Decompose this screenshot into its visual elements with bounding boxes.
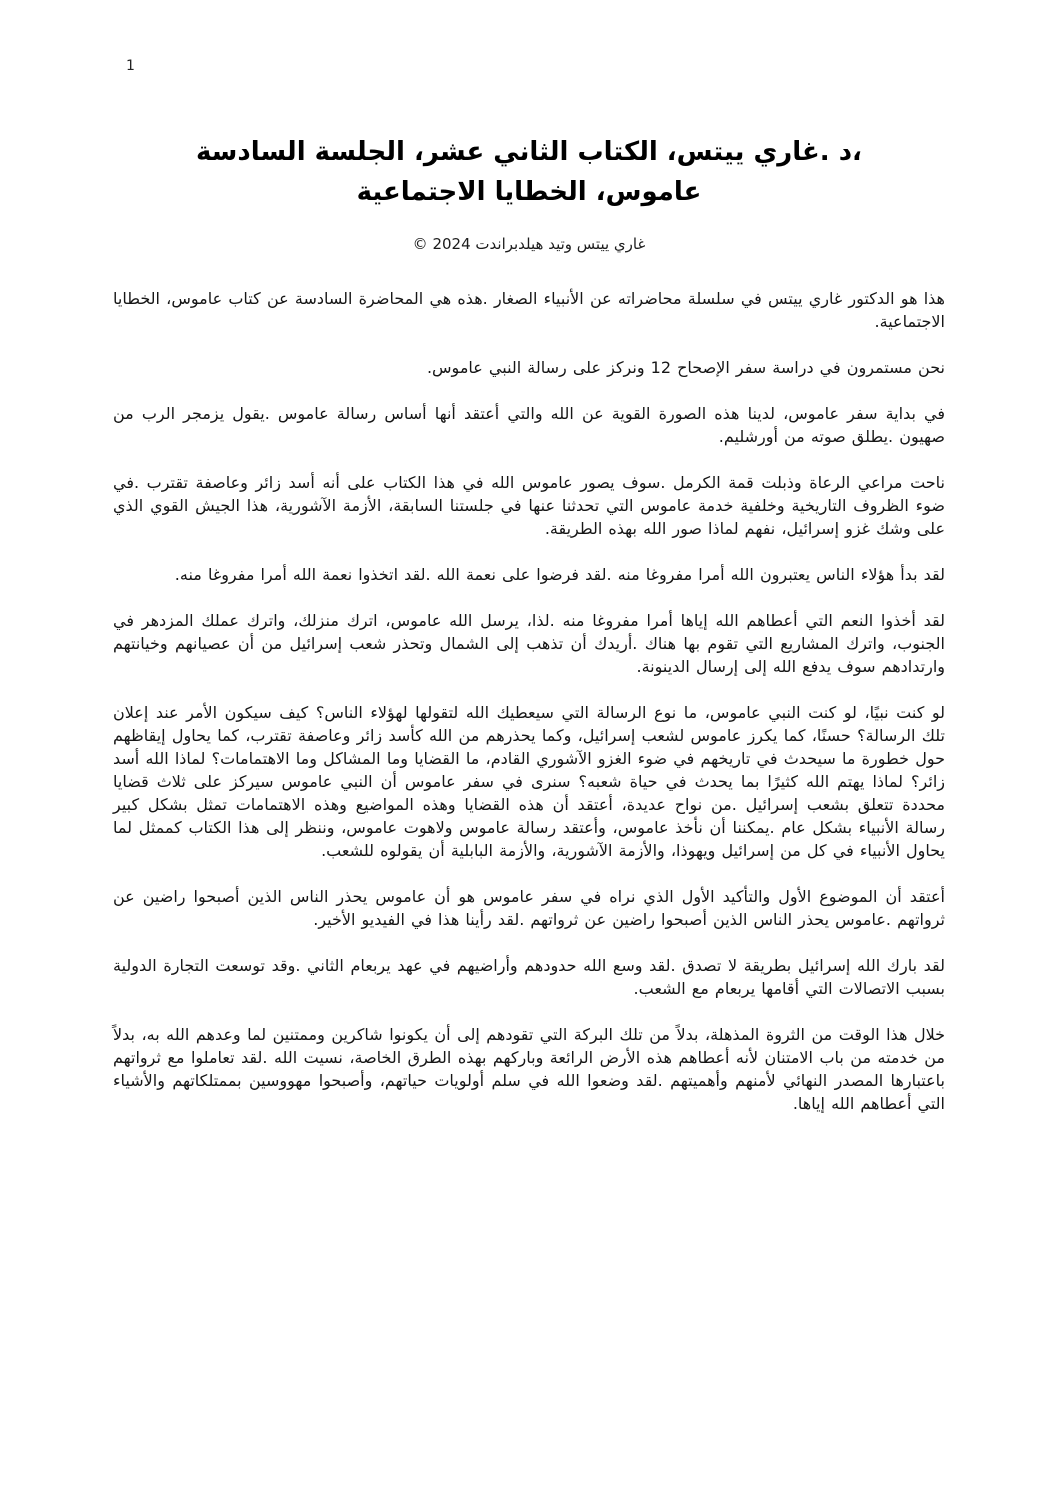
paragraph: أعتقد أن الموضوع الأول والتأكيد الأول الذي نراه في سفر عاموس هو أن عاموس يحذر الناس الذين أصبحوا راضين عن ثرواتهم .عاموس يحذر الناس الذين أصبحوا راضين عن ثرواتهم .لقد رأينا هذا في الفيديو الأخير. xyxy=(113,887,945,930)
paragraph: لقد أخذوا النعم التي أعطاهم الله إياها أمرا مفروغا منه .لذا، يرسل الله عاموس، اترك منزلك، واترك عملك المزدهر في الجنوب، واترك المشاريع التي تقوم بها هناك .أريدك أن تذهب إلى الشمال وتحذر شعب إسرائيل من أن عصيانهم وخيانتهم وارتدادهم سوف يدفع الله إلى إرسال الدينونة. xyxy=(113,611,945,677)
paragraph: لو كنت نبيًا، لو كنت النبي عاموس، ما نوع الرسالة التي سيعطيك الله لتقولها لهؤلاء الناس؟ كيف سيكون الأمر عند إعلان تلك الرسالة؟ حسنًا، كما يكرز عاموس لشعب إسرائيل، وكما يحذرهم من الله كأسد زائر وعاصفة تقترب، كما يحاول إيقاظهم حول خطورة ما سيحدث في تاريخهم في ضوء الغزو الآشوري القادم، ما القضايا وما المشاكل وما الاهتمامات؟ لماذا الله أسد زائر؟ لماذا يهتم الله كثيرًا بما يحدث في حياة شعبه؟ سنرى في سفر عاموس أن النبي عاموس سيركز على ثلاث قضايا محددة تتعلق بشعب إسرائيل .من نواح عديدة، أعتقد أن هذه القضايا وهذه المواضيع وهذه الاهتمامات تمثل بشكل كبير رسالة الأنبياء بشكل عام .يمكننا أن نأخذ عاموس، وأعتقد رسالة عاموس ولاهوت عاموس، وننظر إلى هذا الكتاب كممثل لما يحاول الأنبياء في كل من إسرائيل ويهوذا، والأزمة الآشورية، والأزمة البابلية أن يقولوه للشعب. xyxy=(113,703,945,861)
paragraph: ناحت مراعي الرعاة وذبلت قمة الكرمل .سوف يصور عاموس الله في هذا الكتاب على أنه أسد زائر وعاصفة تقترب .في ضوء الظروف التاريخية وخلفية خدمة عاموس التي تحدثنا عنها في جلستنا السابقة، الأزمة الآشورية، هذا الجيش القوي الذي على وشك غزو إسرائيل، نفهم لماذا صور الله بهذه الطريقة. xyxy=(113,473,945,539)
paragraph: نحن مستمرون في دراسة سفر الإصحاح 12 ونركز على رسالة النبي عاموس. xyxy=(426,358,945,378)
title-line-2: عاموس، الخطايا الاجتماعية xyxy=(356,177,702,207)
paragraph: في بداية سفر عاموس، لدينا هذه الصورة القوية عن الله والتي أعتقد أنها أساس رسالة عاموس .يقول يزمجر الرب من صهيون .يطلق صوته من أورشليم. xyxy=(113,404,945,447)
copyright-line: غاري ييتس وتيد هيلدبراندت 2024 © xyxy=(412,235,646,254)
title-line-1: ،د .غاري ييتس، الكتاب الثاني عشر، الجلسة السادسة xyxy=(196,137,862,167)
paragraph: لقد بارك الله إسرائيل بطريقة لا تصدق .لقد وسع الله حدودهم وأراضيهم في عهد يربعام الثاني .وقد توسعت التجارة الدولية بسبب الاتصالات التي أقامها يربعام مع الشعب. xyxy=(113,956,945,999)
paragraph: لقد بدأ هؤلاء الناس يعتبرون الله أمرا مفروغا منه .لقد فرضوا على نعمة الله .لقد اتخذوا نعمة الله أمرا مفروغا منه. xyxy=(174,565,945,585)
document-body xyxy=(113,287,945,1115)
page-number: 1 xyxy=(126,58,135,74)
paragraph: هذا هو الدكتور غاري ييتس في سلسلة محاضراته عن الأنبياء الصغار .هذه هي المحاضرة السادسة عن كتاب عاموس، الخطايا الاجتماعية. xyxy=(113,289,945,332)
paragraph: خلال هذا الوقت من الثروة المذهلة، بدلاً من تلك البركة التي تقودهم إلى أن يكونوا شاكرين وممتنين لما وعدهم الله به، بدلاً من خدمته من باب الامتنان لأنه أعطاهم هذه الأرض الرائعة وباركهم بهذه الطرق الخاصة، نسيت الله .لقد تعاملوا مع ثرواتهم باعتبارها المصدر النهائي لأمنهم وأهميتهم .لقد وضعوا الله في سلم أولويات حياتهم، وأصبحوا مهووسين بممتلكاتهم والأشياء التي أعطاهم الله إياها. xyxy=(113,1025,945,1114)
document-title xyxy=(113,132,945,212)
